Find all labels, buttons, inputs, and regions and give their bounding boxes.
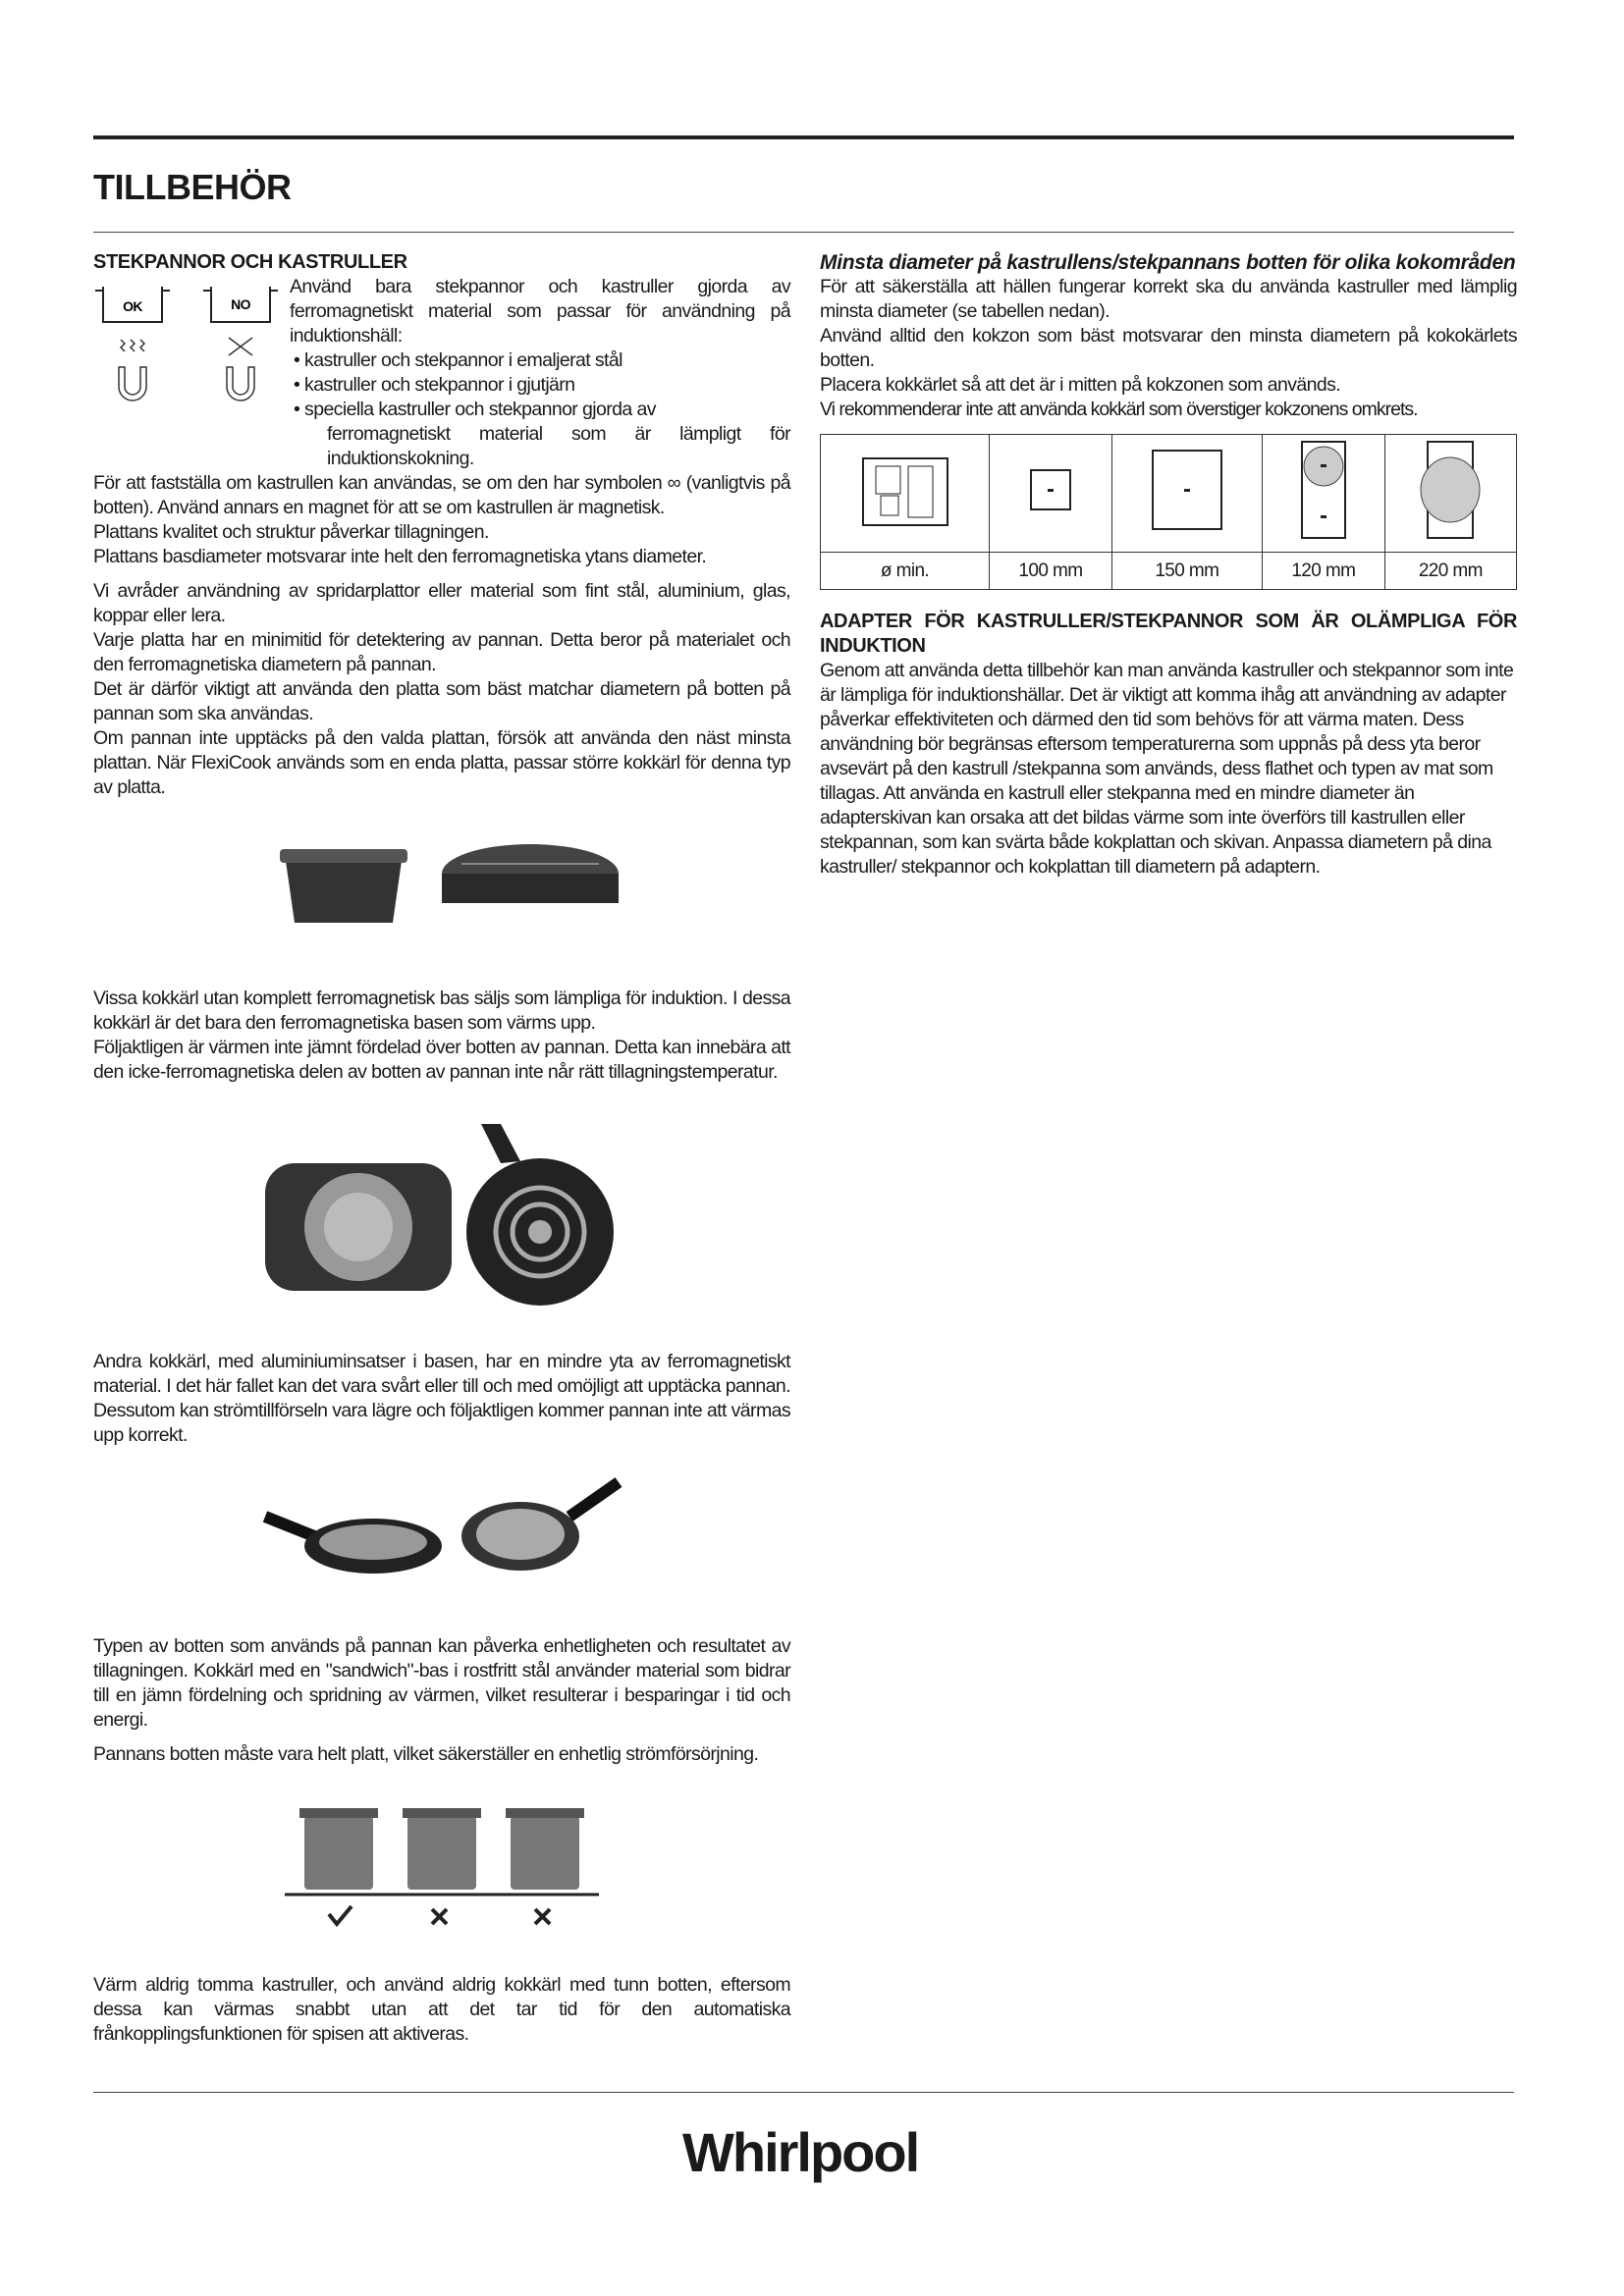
whirlpool-logo: Whirlpool [682, 2121, 919, 2183]
table-cell: 220 mm [1384, 553, 1516, 590]
cookware-image-3 [93, 1477, 790, 1585]
no-label: NO [231, 296, 250, 312]
left-column [93, 250, 790, 2047]
paragraph: Om pannan inte upptäcks på den valda plattan, försök att använda den näst minsta plattan. När FlexiCook används som en enda platta, passar större kokkärl för denna typ av platta. [93, 727, 790, 798]
paragraph: Varje platta har en minimitid för detektering av pannan. Detta beror på materialet och den ferromagnetiska diametern på pannan. [93, 629, 790, 675]
zone-120-diagram [1262, 435, 1384, 553]
right-column [820, 250, 1517, 880]
paragraph: För att säkerställa att hällen fungerar korrekt ska du använda kastruller med lämplig minsta diameter (se tabellen nedan). [820, 276, 1517, 322]
paragraph: Typen av botten som används på pannan kan påverka enhetligheten och resultatet av tillagningen. Kokkärl med en "sandwich"-bas i rostfritt stål använder material som bidrar till en jämn fördelning och spridning av värmen, vilket resulterar i besparingar i tid och energi. [93, 1635, 790, 1731]
paragraph: Det är därför viktigt att använda den platta som bäst matchar diametern på botten på pannan som ska användas. [93, 678, 790, 724]
zone-layout-diagram [821, 435, 990, 553]
title-rule [93, 232, 1514, 233]
ok-no-icons [93, 275, 290, 471]
magnet-text: (vanligtvis på botten). Använd annars en magnet för att se om kastrullen är magnetisk. [93, 472, 790, 518]
material-list [290, 348, 790, 471]
induction-coil-icon: ∞ [667, 472, 681, 494]
paragraph: Vi rekommenderar inte att använda kokkärl som överstiger kokzonens omkrets. [820, 399, 1418, 420]
ok-label: OK [123, 298, 142, 314]
list-item: • kastruller och stekpannor i gjutjärn [294, 374, 575, 396]
zone-150-diagram [1111, 435, 1262, 553]
paragraph: Värm aldrig tomma kastruller, och använd aldrig kokkärl med tunn botten, eftersom dessa kan värmas snabbt utan att det tar tid för den automatiska frånkopplingsfunktionen för spisen att aktiveras. [93, 1974, 790, 2045]
section-heading-adapter: ADAPTER FÖR KASTRULLER/STEKPANNOR SOM ÄR OLÄMPLIGA FÖR INDUKTION [820, 611, 1517, 657]
table-cell: ø min. [821, 553, 990, 590]
paragraph: Plattans kvalitet och struktur påverkar tillagningen. [93, 521, 489, 543]
table-cell: 150 mm [1111, 553, 1262, 590]
paragraph: Plattans basdiameter motsvarar inte helt den ferromagnetiska ytans diameter. [93, 546, 707, 567]
flat-bottom-image [93, 1796, 790, 1934]
table-cell: 100 mm [990, 553, 1112, 590]
ok-pot-icon [93, 279, 172, 406]
intro-text: Använd bara stekpannor och kastruller gjorda av ferromagnetiskt material som passar för användning på induktionshäll: [290, 276, 790, 347]
list-item: • kastruller och stekpannor i emaljerat stål [294, 349, 623, 371]
paragraph: Placera kokkärlet så att det är i mitten på kokzonen som används. [820, 374, 1341, 396]
list-item: • speciella kastruller och stekpannor gjorda av ferromagnetiskt material som är lämpligt för induktionskokning. [294, 399, 790, 469]
paragraph: Andra kokkärl, med aluminiuminsatser i basen, har en mindre yta av ferromagnetiskt material. I det här fallet kan det vara svårt eller till och med omöjligt att upptäcka pannan. Dessutom kan strömtillförseln vara lägre och följaktligen kommer pannan inte att värmas upp korrekt. [93, 1351, 790, 1446]
top-rule [93, 135, 1514, 139]
section-heading-diameter: Minsta diameter på kastrullens/stekpannans botten för olika kokområden [820, 251, 1516, 274]
paragraph: Vissa kokkärl utan komplett ferromagnetisk bas säljs som lämpliga för induktion. I dessa kokkärl är det bara den ferromagnetiska basen som värms upp. [93, 988, 790, 1034]
diameter-table [820, 434, 1517, 590]
table-cell: 120 mm [1262, 553, 1384, 590]
paragraph: Vi avråder användning av spridarplattor eller material som fint stål, aluminium, glas, koppar eller lera. [93, 580, 790, 626]
symbol-text: För att fastställa om kastrullen kan användas, se om den har symbolen [93, 472, 663, 494]
paragraph: Använd alltid den kokzon som bäst motsvarar den minsta diametern på kokokärlets botten. [820, 325, 1517, 371]
section-heading-pans: STEKPANNOR OCH KASTRULLER [93, 251, 407, 273]
paragraph: Följaktligen är värmen inte jämnt fördelad över botten av pannan. Detta kan innebära att den icke-ferromagnetiska delen av botten av pannan inte når rätt tillagningstemperatur. [93, 1037, 790, 1083]
cookware-image-2 [93, 1124, 790, 1310]
cookware-image-1 [93, 829, 790, 937]
paragraph: Pannans botten måste vara helt platt, vilket säkerställer en enhetlig strömförsörjning. [93, 1743, 759, 1765]
zone-100-diagram [990, 435, 1112, 553]
page-title: TILLBEHÖR [93, 167, 292, 207]
zone-220-diagram [1384, 435, 1516, 553]
paragraph: Genom att använda detta tillbehör kan man använda kastruller och stekpannor som inte är lämpliga för induktionshällar. Det är viktigt att komma ihåg att användning av adapter påverkar effektiviteten och därmed den tid som behövs för att värma maten. Dess användning bör begränsas eftersom temperaturerna som uppnås på dess yta beror avsevärt på den kastrull /stekpanna som används, dess flathet och typen av mat som tillagas. Att använda en kastrull eller stekpanna med en mindre diameter än adapterskivan kan orsaka att det bildas värme som inte överförs till kastrullen eller stekpannan, som kan svärta både kokplattan och skivan. Anpassa diametern på dina kastruller/ stekpannor och kokplattan till diametern på adaptern. [820, 660, 1514, 878]
footer-rule [93, 2092, 1514, 2093]
no-pot-icon [201, 279, 280, 406]
